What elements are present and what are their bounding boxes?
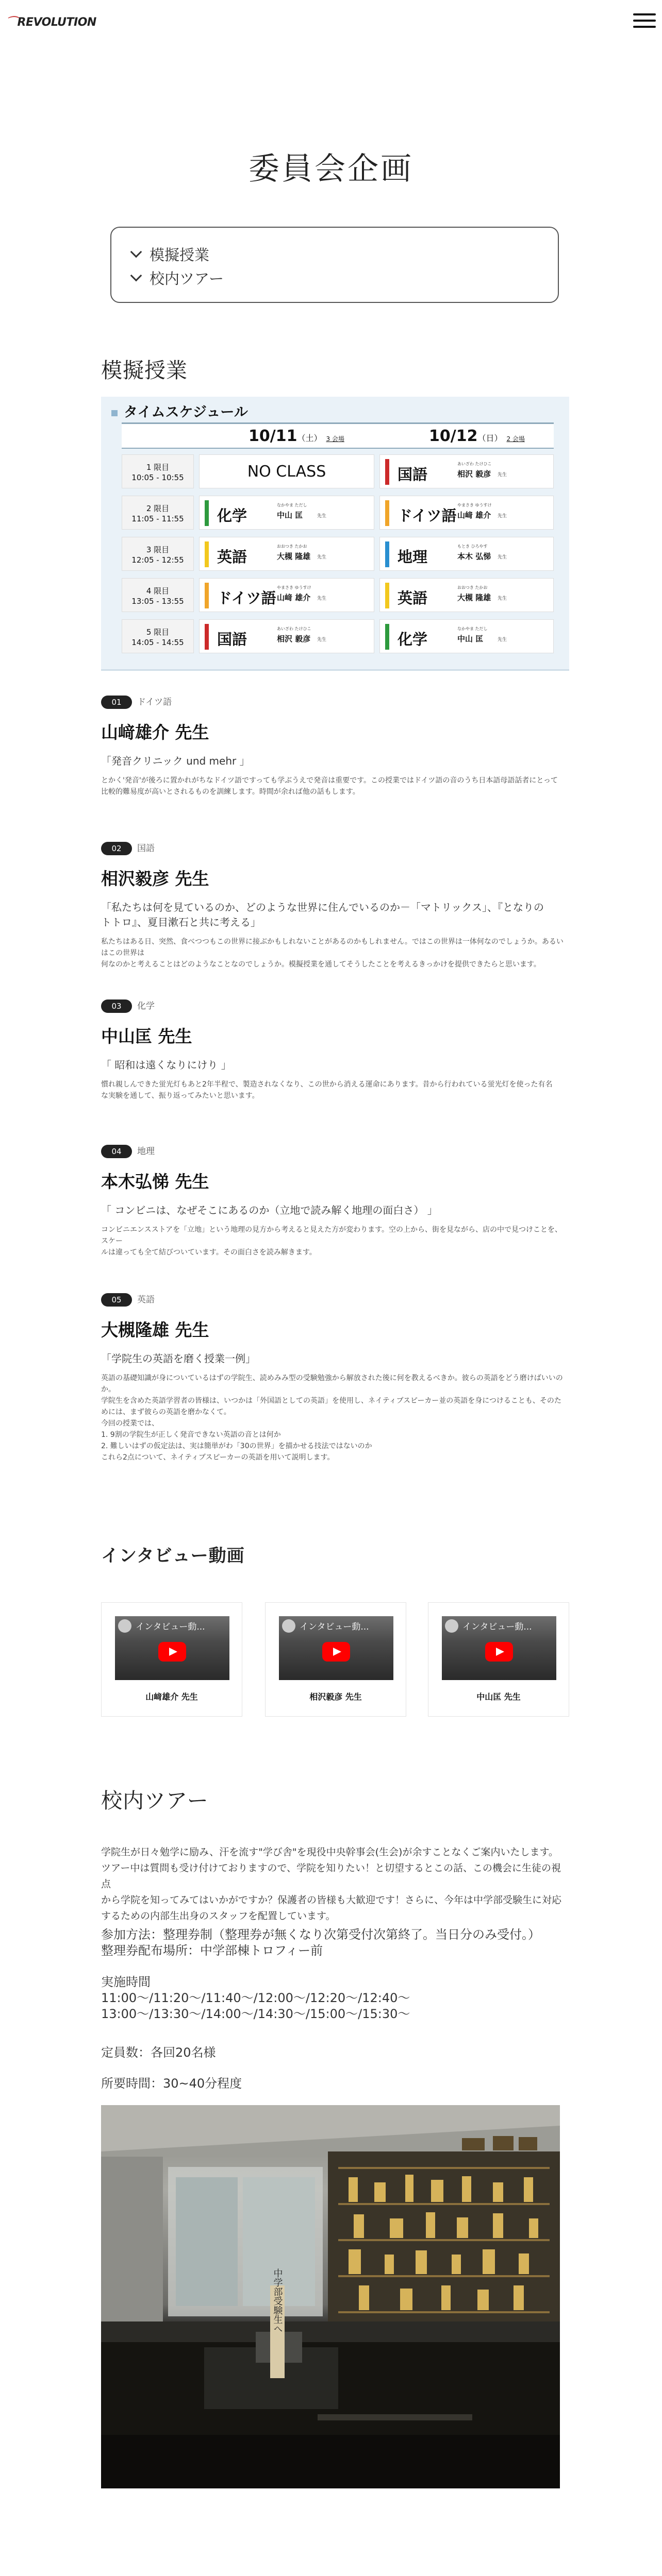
lesson-number-badge: 05 xyxy=(101,1293,132,1307)
subject-color-bar xyxy=(205,500,209,526)
lesson-title: 「発音クリニック und mehr 」 xyxy=(101,755,250,767)
tour-intro-line: するための内部生出身のスタッフを配置しています。 xyxy=(101,1910,336,1922)
logo-text: REVOLUTION xyxy=(17,16,96,29)
description-line: 私たちはある日、突然、食べつつもこの世界に接ぶかもしれないことがあるのかもしれません。ではこの世界は一体何なのでしょうか。あるいはこの世界は xyxy=(101,938,564,957)
times-label: 実施時間 xyxy=(101,1975,151,1989)
description-line: これら2点について、ネイティブスピーカーの英語を用いて説明します。 xyxy=(101,1453,335,1462)
lesson-subject: ドイツ語 xyxy=(137,697,172,707)
lesson-number-badge: 01 xyxy=(101,696,132,709)
subject-color-bar xyxy=(385,541,389,567)
tour-participation xyxy=(101,1927,565,1959)
description-line: 比較的難易度が高いとされるものを訓練します。時間が余れば他の話もします。 xyxy=(101,788,360,796)
sensei-suffix: 先生 xyxy=(498,472,507,478)
subject-color-bar xyxy=(385,624,389,650)
interview-video-card xyxy=(265,1602,406,1717)
description-line: 英語の基礎知識が身についているはずの学院生、読めみみ型の受験勉強から解放された後に何を教えるべきか。彼らの英語をどう磨けばいいのか。 xyxy=(101,1374,563,1394)
video-title: インタビュー動... xyxy=(136,1622,205,1632)
video-thumbnail[interactable] xyxy=(442,1616,556,1680)
teacher-name: 中山 匡 xyxy=(457,634,484,643)
teacher-name: 相沢 毅彦 xyxy=(457,469,491,479)
schedule-cell xyxy=(379,578,554,612)
day1-header: 10/11（土） 3 会場 xyxy=(249,427,344,445)
sensei-suffix: 先生 xyxy=(498,555,507,560)
lesson-number-badge: 03 xyxy=(101,999,132,1013)
section-heading-interview: インタビュー動画 xyxy=(101,1546,245,1566)
schedule-row xyxy=(122,496,554,530)
period-time: 13:05 - 13:55 xyxy=(131,597,184,606)
sensei-suffix: 先生 xyxy=(498,514,507,519)
lesson-description xyxy=(101,1372,565,1463)
lesson-item xyxy=(101,998,565,1101)
lesson-title: 「 コンビニは、なぜそこにあるのか（立地で読み解く地理の面白さ） 」 xyxy=(101,1204,438,1216)
subject-name: 英語 xyxy=(398,589,428,607)
lesson-subject: 英語 xyxy=(137,1295,155,1305)
site-logo[interactable] xyxy=(6,13,96,29)
lesson-teacher: 中山匡 先生 xyxy=(101,1026,192,1046)
lesson-teacher: 山﨑雄介 先生 xyxy=(101,722,209,742)
subject-name: 化学 xyxy=(398,631,428,648)
video-thumbnail[interactable] xyxy=(115,1616,229,1680)
teacher-name: 本木 弘悌 xyxy=(457,552,491,561)
times-row: 11:00〜/11:20〜/11:40〜/12:00〜/12:20〜/12:40〜 xyxy=(101,1991,410,2005)
time-schedule xyxy=(101,397,569,671)
subject-name: 化学 xyxy=(217,507,247,524)
tour-duration: 所要時間：30~40分程度 xyxy=(101,2076,242,2091)
lesson-subject: 国語 xyxy=(137,843,155,854)
period-name: 3 限目 xyxy=(146,545,170,554)
hamburger-icon[interactable] xyxy=(633,13,656,29)
schedule-row xyxy=(122,578,554,612)
schedule-cell xyxy=(199,496,374,530)
trophy-room-photo xyxy=(101,2105,560,2488)
video-teacher-name: 山﨑雄介 先生 xyxy=(145,1692,198,1702)
lesson-description xyxy=(101,775,565,798)
video-title: インタビュー動... xyxy=(300,1622,369,1632)
schedule-row xyxy=(122,454,554,488)
description-line: 1. 9割の学院生が正しく発音できない英語の音とは何か xyxy=(101,1431,281,1439)
schedule-cell xyxy=(379,454,554,488)
teacher-kana: なかやま ただし xyxy=(277,503,307,507)
chevron-down-icon xyxy=(130,270,142,282)
square-bullet-icon xyxy=(111,410,118,416)
page-title: 委員会企画 xyxy=(249,151,413,188)
lesson-title: 「私たちは何を見ているのか、どのような世界に住んでいるのか－「マトリックス」、『となりの トトロ』、夏目漱石と共に考える」 xyxy=(101,901,544,928)
sign-text: 中学部受験生へ xyxy=(272,2268,283,2333)
subject-name: NO CLASS xyxy=(247,463,326,481)
lesson-teacher: 大槻隆雄 先生 xyxy=(101,1320,209,1340)
times-row: 13:00〜/13:30〜/14:00〜/14:30〜/15:00〜/15:30〜 xyxy=(101,2007,410,2021)
play-button-icon[interactable] xyxy=(322,1642,350,1662)
period-time: 12:05 - 12:55 xyxy=(131,555,184,565)
description-line: ルは違っても全て結びついています。その面白さを読み解きます。 xyxy=(101,1248,317,1257)
sensei-suffix: 先生 xyxy=(317,596,327,601)
subject-name: 英語 xyxy=(217,548,247,566)
lesson-subject: 化学 xyxy=(137,1001,155,1011)
video-title: インタビュー動... xyxy=(462,1622,532,1632)
subject-color-bar xyxy=(205,541,209,567)
section-heading-mock-class: 模擬授業 xyxy=(101,358,188,383)
lesson-item xyxy=(101,841,565,970)
schedule-cell xyxy=(379,619,554,653)
play-button-icon[interactable] xyxy=(485,1642,513,1662)
teacher-kana: なかやま ただし xyxy=(457,626,488,631)
description-line: めには、まず彼らの英語を磨かなくて。 xyxy=(101,1408,231,1416)
description-line: 何なのかと考えることはどのようなことなのでしょうか。模擬授業を通してそうしたことを考えるきっかけを提供できたらと思います。 xyxy=(101,960,541,969)
video-teacher-name: 中山匡 先生 xyxy=(476,1692,521,1702)
lesson-title: 「 昭和は遠くなりにけり 」 xyxy=(101,1059,231,1071)
teacher-name: 中山 匡 xyxy=(277,511,303,520)
subject-color-bar xyxy=(205,624,209,650)
play-button-icon[interactable] xyxy=(158,1642,186,1662)
lesson-teacher: 本木弘悌 先生 xyxy=(101,1172,209,1192)
lesson-description xyxy=(101,1224,565,1258)
toc-link-mock-class[interactable] xyxy=(130,242,539,266)
tour-intro-line: 学院生が日々勉学に励み、汗を流す"学び舎"を現役中央幹事会(生会)が余すことなくご案内いたします。 xyxy=(101,1846,558,1858)
teacher-kana: もとき ひろやす xyxy=(457,544,488,549)
teacher-kana: あいざわ たけひこ xyxy=(277,626,311,631)
teacher-name: 相沢 毅彦 xyxy=(277,634,311,643)
teacher-name: 山﨑 雄介 xyxy=(277,593,311,602)
lesson-number-badge: 02 xyxy=(101,842,132,855)
description-line: 学院生を含めた英語学習者の皆様は、いつかは「外国語としての英語」を使用し、ネイティブスピーカー並の英語を身につけることも、そのた xyxy=(101,1397,561,1405)
sensei-suffix: 先生 xyxy=(317,514,327,519)
description-line: コンビニエンスストアを「立地」という地理の見方から考えると見えた方が変わります。空の上から、街を見ながら、店の中で見つけことを、スケー xyxy=(101,1226,562,1245)
channel-avatar xyxy=(445,1619,458,1633)
subject-color-bar xyxy=(385,459,389,485)
schedule-row xyxy=(122,619,554,653)
teacher-kana: あいざわ たけひこ xyxy=(457,462,492,466)
subject-color-bar xyxy=(205,583,209,608)
period-time: 10:05 - 10:55 xyxy=(131,473,184,482)
teacher-kana: おおつき たかお xyxy=(277,544,307,549)
period-name: 1 限目 xyxy=(146,463,170,472)
toc-link-school-tour[interactable] xyxy=(130,266,539,290)
period-label xyxy=(122,578,194,612)
period-time: 11:05 - 11:55 xyxy=(131,514,184,523)
period-name: 2 限目 xyxy=(146,504,170,513)
chevron-down-icon xyxy=(130,246,142,258)
period-name: 5 限目 xyxy=(146,628,170,637)
description-line: とかく'発音'が後ろに置かれがちなドイツ語ですっても学ぶうえで発音は重要です。この授業ではドイツ語の音のうち日本語母語話者にとって xyxy=(101,776,558,785)
table-of-contents xyxy=(110,227,559,303)
participation-method: 参加方法：整理券制（整理券が無くなり次第受付次第終了。当日分のみ受付。） xyxy=(101,1927,540,1942)
lesson-number-badge: 04 xyxy=(101,1145,132,1158)
day2-header: 10/12（日） 2 会場 xyxy=(429,427,525,445)
period-time: 14:05 - 14:55 xyxy=(131,638,184,647)
teacher-name: 山﨑 雄介 xyxy=(457,511,491,520)
period-label xyxy=(122,619,194,653)
video-teacher-name: 相沢毅彦 先生 xyxy=(309,1692,362,1702)
tour-capacity: 定員数：各回20名様 xyxy=(101,2045,216,2060)
video-thumbnail[interactable] xyxy=(279,1616,393,1680)
lesson-description xyxy=(101,936,565,970)
teacher-name: 大槻 隆雄 xyxy=(457,593,491,602)
schedule-row xyxy=(122,537,554,571)
description-line: 2. 難しいはずの仮定法は、実は簡単がわ「30の世界」を描かせる技法ではないのか xyxy=(101,1442,372,1450)
section-heading-school-tour: 校内ツアー xyxy=(101,1788,209,1813)
lesson-subject: 地理 xyxy=(137,1146,155,1157)
trophy-room-illustration xyxy=(101,2105,560,2488)
tour-intro xyxy=(101,1844,565,1924)
subject-color-bar xyxy=(385,583,389,608)
schedule-cell xyxy=(199,537,374,571)
teacher-kana: やまさき ゆうすけ xyxy=(277,585,311,590)
description-line: 今回の授業では、 xyxy=(101,1419,159,1428)
schedule-day-header xyxy=(122,422,554,449)
subject-color-bar xyxy=(385,500,389,526)
schedule-cell xyxy=(379,537,554,571)
tour-intro-line: ツアー中は質問も受け付けておりますので、学院を知りたい！と切望するとこの話、この機会に生徒の視点 xyxy=(101,1862,561,1890)
tour-intro-line: から学院を知ってみてはいかがですか？保護者の皆様も大歓迎です！さらに、今年は中学部受験生に対応 xyxy=(101,1894,562,1906)
sensei-suffix: 先生 xyxy=(317,555,327,560)
period-label xyxy=(122,537,194,571)
subject-name: 国語 xyxy=(217,631,247,648)
period-label xyxy=(122,454,194,488)
ticket-location: 整理券配布場所：中学部棟トロフィー前 xyxy=(101,1943,323,1958)
schedule-cell xyxy=(199,578,374,612)
subject-name: ドイツ語 xyxy=(398,507,457,524)
teacher-kana: やまさき ゆうすけ xyxy=(457,503,492,507)
period-name: 4 限目 xyxy=(146,586,170,596)
lesson-teacher: 相沢毅彦 先生 xyxy=(101,869,209,889)
interview-video-card xyxy=(101,1602,242,1717)
schedule-cell xyxy=(199,619,374,653)
subject-name: 地理 xyxy=(398,548,428,566)
description-line: 慣れ親しんできた蛍光灯もあと2年半程で、製造されなくなり、この世から消える運命にあります。昔から行われている蛍光灯を使った有名 xyxy=(101,1080,553,1089)
schedule-cell xyxy=(199,454,374,488)
logo-mark-icon: ⌒ xyxy=(6,16,18,29)
sensei-suffix: 先生 xyxy=(498,596,507,601)
teacher-name: 大槻 隆雄 xyxy=(277,552,311,561)
channel-avatar xyxy=(118,1619,131,1633)
subject-name: ドイツ語 xyxy=(217,589,276,607)
subject-name: 国語 xyxy=(398,466,428,483)
lesson-item xyxy=(101,1292,565,1463)
lesson-title: 「学院生の英語を磨く授業一例」 xyxy=(101,1352,256,1365)
description-line: な実験を通して、振り返ってみたいと思います。 xyxy=(101,1092,259,1100)
interview-video-card xyxy=(428,1602,569,1717)
channel-avatar xyxy=(282,1619,295,1633)
period-label xyxy=(122,496,194,530)
schedule-label: タイムスケジュール xyxy=(111,401,248,421)
schedule-cell xyxy=(379,496,554,530)
tour-times xyxy=(101,1974,565,2022)
lesson-item xyxy=(101,1144,565,1258)
lesson-description xyxy=(101,1079,565,1101)
lesson-item xyxy=(101,694,565,798)
sensei-suffix: 先生 xyxy=(498,637,507,642)
teacher-kana: おおつき たかお xyxy=(457,585,488,590)
sensei-suffix: 先生 xyxy=(317,637,327,642)
toc-label: 模擬授業 xyxy=(150,246,210,264)
toc-label: 校内ツアー xyxy=(150,269,224,287)
